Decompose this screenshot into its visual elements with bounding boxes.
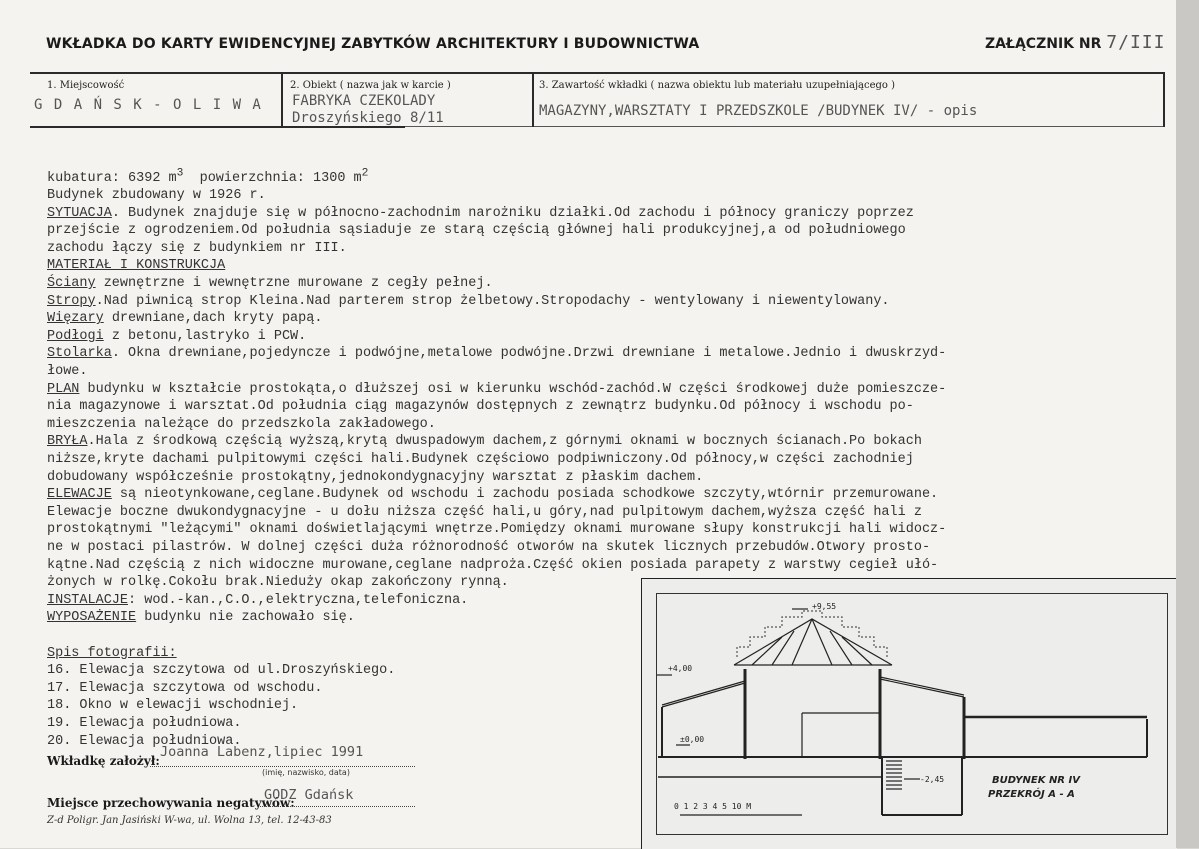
founded-label: Wkładkę założył:: [47, 754, 160, 768]
field-content-value: MAGAZYNY,WARSZTATY I PRZEDSZKOLE /BUDYNEK IV/ - opis: [539, 103, 978, 119]
negatives-label: Miejsce przechowywania negatywów:: [47, 796, 295, 810]
section-heading: SYTUACJA: [47, 205, 112, 221]
attachment-label: ZAŁĄCZNIK NR: [985, 36, 1102, 52]
level-basement: -2,45: [920, 775, 945, 784]
photo-list-item: 20. Elewacja południowa.: [47, 733, 242, 749]
founded-value: Joanna Labenz,lipiec 1991: [160, 744, 364, 760]
card-edge-shadow: [1176, 0, 1199, 848]
table-divider-2: [532, 72, 534, 127]
negatives-value: GODZ Gdańsk: [264, 787, 354, 803]
photo-list-item: 16. Elewacja szczytowa od ul.Droszyńskiego.: [47, 663, 396, 679]
attachment-value: 7/III: [1106, 32, 1166, 53]
level-left: +4,00: [668, 664, 693, 673]
description-text: kubatura: 6392 $m^3$ powierzchnia: 1300 $m^2$ Budynek zbudowany w 1926 r. SYTUACJA. Budynek znajduje się w północno-zachodnim narożniku działki.Od zachodu i północy graniczy poprzez przejście z ogrodzeniem.Od południa sąsiaduje ze starą częścią głównej hali produkcyjnej,a od południowego zachodu łączy się z budynkiem nr III. MATERIAŁ I KONSTRUKCJA Ściany zewnętrzne i wewnętrzne murowane z cegły pełnej. Stropy.Nad piwnicą strop Kleina.Nad parterem strop żelbetowy.Stropodachy - wentylowany i niewentylowany. Więzary drewniane,dach kryty papą. Podłogi z betonu,lastryko i PCW. Stolarka. Okna drewniane,pojedyncze i podwójne,metalowe podwójne.Drzwi drewniane i metalowe.Jednio i dwuskrzyd- łowe. PLAN budynku w kształcie prostokąta,o dłuższej osi w kierunku wschód-zachód.W części środkowej duże pomieszcze- nia magazynowe i warsztat.Od południa ciąg magazynów dostępnych z zewnątrz budynku.Od północy i wschodu po- mieszczenia należące do przedszkola zakładowego. BRYŁA.Hala z środkową częścią wyższą,krytą dwuspadowym dachem,z górnymi oknami w bocznych ścianach.Po bokach niższe,kryte dachami pulpitowymi części hali.Budynek częściowo podpiwniczony.Od północy,w części zachodniej dobudowany współcześnie prostokątny,jednokondygnacyjny warsztat z płaskim dachem. ELEWACJE są nieotynkowane,ceglane.Budynek od wschodu i zachodu posiada schodkowe szczyty,wtórnir przemurowane. Elewacje boczne dwukondygnacyjne - u dołu niższa część hali,u góry,nad pulpitowym dachem,wyższa część hali z prostokątnymi "leżącymi" oknami doświetlającymi wnętrze.Pomiędzy oknami murowane słupy konstrukcji hali widocz- ne w postaci pilastrów. W dolnej części duża różnorodność otworów na skutek licznych przebudów.Otwory prosto- kątne.Nad częścią z nich widoczne murowane,ceglane nadproża.Część okien posiada parapety z warstwy cegieł ułó- żonych w rolkę.Cokołu brak.Nieduży okap zakończony rynną. INSTALACJE: wod.-kan.,C.O.,elektryczna,telefoniczna. WYPOSAŻENIE budynku nie zachowało się. Spis fotografii: 16. Elewacja szczytowa od ul.Droszyńskiego. 17. Elewacja szczytowa od wschodu. 18. Okno w elewacji wschodniej. 19. Elewacja południowa. 20. Elewacja południowa.: [47, 167, 947, 749]
scale-label: 0 1 2 3 4 5 10 M: [674, 802, 752, 811]
table-divider-1: [281, 72, 283, 127]
attachment-number: [985, 32, 1165, 53]
field-object-value-2: Droszyńskiego 8/11: [292, 110, 444, 126]
table-bottom-rule-2: [405, 126, 1165, 127]
volume-line: kubatura: 6392 $m^3$ powierzchnia: 1300 $m^2$: [47, 167, 369, 186]
photo-list-item: 18. Okno w elewacji wschodniej.: [47, 698, 299, 714]
form-title: WKŁADKA DO KARTY EWIDENCYJNEJ ZABYTKÓW ARCHITEKTURY I BUDOWNICTWA: [46, 36, 700, 52]
field-object-label: 2. Obiekt ( nazwa jak w karcie ): [290, 80, 451, 91]
build-year-line: Budynek zbudowany w 1926 r.: [47, 188, 266, 204]
table-top-rule: [30, 72, 1164, 74]
section-heading: MATERIAŁ I KONSTRUKCJA: [47, 258, 226, 274]
table-bottom-rule: [30, 126, 405, 128]
field-locality-value: G D A Ń S K - O L I W A: [34, 97, 263, 113]
photo-list-heading: Spis fotografii:: [47, 645, 177, 661]
section-drawing-photo: [641, 578, 1177, 849]
level-zero: ±0,00: [680, 735, 705, 744]
photo-list-item: 17. Elewacja szczytowa od wschodu.: [47, 680, 323, 696]
negatives-dotted-line: [260, 806, 415, 807]
level-top: +9,55: [812, 602, 837, 611]
building-section-drawing: [642, 579, 1177, 849]
printer-imprint: Z-d Poligr. Jan Jasiński W-wa, ul. Wolna 13, tel. 12-43-83: [47, 815, 332, 826]
photo-list-item: 19. Elewacja południowa.: [47, 715, 242, 731]
field-content-label: 3. Zawartość wkładki ( nazwa obiektu lub materiału uzupełniającego ): [539, 80, 896, 91]
field-locality-label: 1. Miejscowość: [47, 80, 125, 91]
field-object-value-1: FABRYKA CZEKOLADY: [292, 93, 436, 109]
drawing-caption-2: PRZEKRÓJ A - A: [988, 789, 1075, 800]
table-divider-3: [1163, 72, 1165, 127]
founded-dotted-line: [150, 766, 415, 767]
drawing-caption-1: BUDYNEK NR IV: [992, 775, 1080, 786]
founded-hint: (imię, nazwisko, data): [262, 768, 350, 777]
